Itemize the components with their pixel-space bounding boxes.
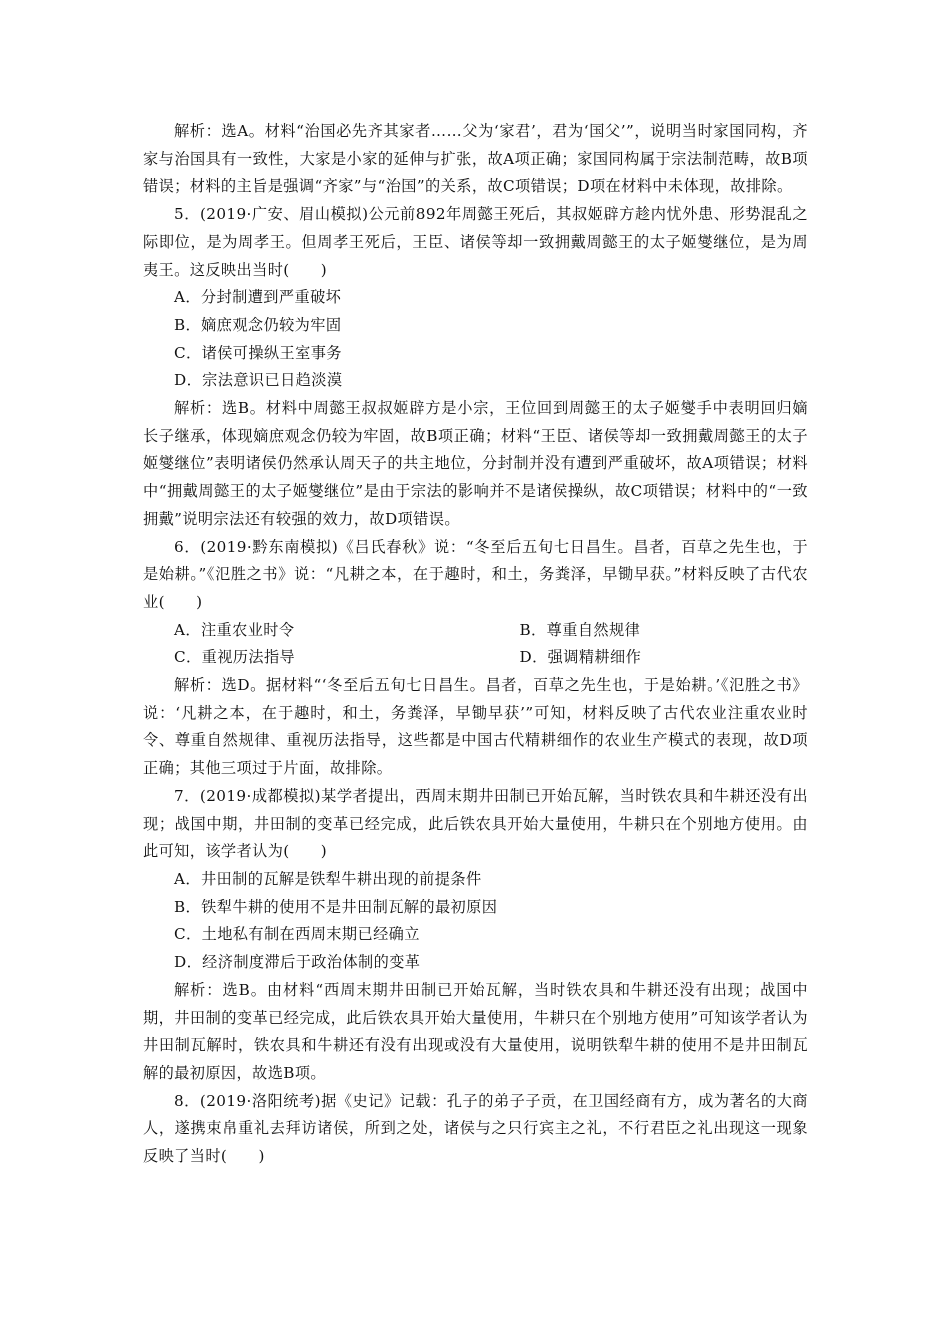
paragraph: 解析：选A。材料“治国必先齐其家者……父为‘家君’，君为‘国父’”，说明当时家国同构，齐家与治国具有一致性，大家是小家的延伸与扩张，故A项正确；家国同构属于宗法制范畴，故B项错误；材料的主旨是强调“齐家”与“治国”的关系，故C项错误；D项在材料中未体现，故排除。: [143, 122, 808, 196]
document-body: [143, 118, 808, 1171]
answer-option: C．重视历法指导: [174, 648, 296, 667]
answer-option: D．宗法意识已日趋淡漠: [174, 371, 343, 390]
answer-option: D．强调精耕细作: [519, 648, 642, 667]
paragraph: 解析：选B。材料中周懿王叔叔姬辟方是小宗，王位回到周懿王的太子姬燮手中表明回归嫡长子继承，体现嫡庶观念仍较为牢固，故B项正确；材料“王臣、诸侯等却一致拥戴周懿王的太子姬燮继位”表明诸侯仍然承认周天子的共主地位，分封制并没有遭到严重破坏，故A项错误；材料中“拥戴周懿王的太子姬燮继位”是由于宗法的影响并不是诸侯操纵，故C项错误；材料中的“一致拥戴”说明宗法还有较强的效力，故D项错误。: [143, 399, 808, 528]
answer-option: A．分封制遭到严重破坏: [174, 288, 342, 307]
answer-option: A．井田制的瓦解是铁犁牛耕出现的前提条件: [174, 869, 482, 888]
answer-option: B．嫡庶观念仍较为牢固: [174, 315, 342, 334]
paragraph: 解析：选B。由材料“西周末期井田制已开始瓦解，当时铁农具和牛耕还没有出现；战国中期，井田制的变革已经完成，此后铁农具开始大量使用，牛耕只在个别地方使用”可知该学者认为井田制瓦解时，铁农具和牛耕还有没有出现或没有大量使用，说明铁犁牛耕的使用不是井田制瓦解的最初原因，故选B项。: [143, 980, 808, 1082]
paragraph: 8．(2019·洛阳统考)据《史记》记载：孔子的弟子子贡，在卫国经商有方，成为著名的大商人，遂携束帛重礼去拜访诸侯，所到之处，诸侯与之只行宾主之礼，不行君臣之礼出现这一现象反映了当时( ): [143, 1091, 808, 1166]
answer-option: A．注重农业时令: [174, 620, 295, 639]
paragraph: 7．(2019·成都模拟)某学者提出，西周末期井田制已开始瓦解，当时铁农具和牛耕还没有出现；战国中期，井田制的变革已经完成，此后铁农具开始大量使用，牛耕只在个别地方使用。由此可知，该学者认为( ): [143, 786, 808, 861]
option-row: [143, 617, 808, 645]
paragraph: 解析：选D。据材料“‘冬至后五旬七日昌生。昌者，百草之先生也，于是始耕。’《氾胜之书》说：‘凡耕之本，在于趣时，和土，务粪泽，早锄早获’”可知，材料反映了古代农业注重农业时令、尊重自然规律、重视历法指导，这些都是中国古代精耕细作的农业生产模式的表现，故D项正确；其他三项过于片面，故排除。: [143, 676, 808, 778]
answer-option: D．经济制度滞后于政治体制的变革: [174, 953, 421, 972]
paragraph: 5．(2019·广安、眉山模拟)公元前892年周懿王死后，其叔姬辟方趁内忧外患、形势混乱之际即位，是为周孝王。但周孝王死后，王臣、诸侯等却一致拥戴周懿王的太子姬燮继位，是为周夷王。这反映出当时( ): [143, 205, 808, 279]
paragraph: 6．(2019·黔东南模拟)《吕氏春秋》说：“冬至后五旬七日昌生。昌者，百草之先生也，于是始耕。”《氾胜之书》说：“凡耕之本，在于趣时，和土，务粪泽，早锄早获。”材料反映了古代农业( ): [143, 537, 808, 611]
answer-option: B．铁犁牛耕的使用不是井田制瓦解的最初原因: [174, 897, 498, 916]
answer-option: C．诸侯可操纵王室事务: [174, 343, 342, 362]
option-row: [143, 644, 808, 672]
answer-option: B．尊重自然规律: [519, 620, 641, 639]
answer-option: C．土地私有制在西周末期已经确立: [174, 925, 420, 944]
